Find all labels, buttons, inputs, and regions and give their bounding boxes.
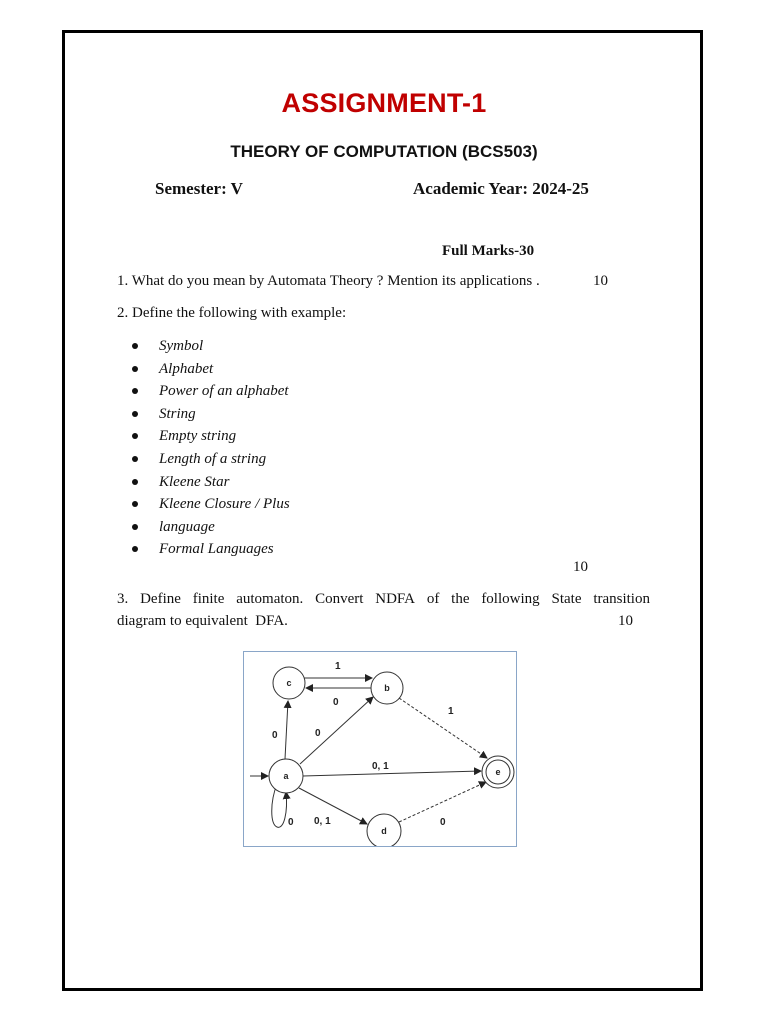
semester-label: Semester: V — [155, 179, 243, 198]
question-2-marks: 10 — [573, 559, 588, 575]
edge-a-to-c — [285, 701, 288, 759]
q3-word: transition — [593, 591, 650, 607]
state-d-label: d — [381, 826, 387, 836]
q3-word: of — [426, 591, 440, 607]
bullet-icon — [132, 411, 138, 417]
list-item — [130, 449, 290, 472]
edge-b-to-e — [399, 698, 487, 758]
list-item — [130, 336, 290, 359]
question-2-text: 2. Define the following with example: — [117, 305, 347, 321]
edge-c-to-b-label: 1 — [335, 661, 341, 672]
bullet-icon — [132, 388, 138, 394]
bullet-icon — [132, 546, 138, 552]
list-item-label: Symbol — [159, 338, 204, 354]
question-3-marks: 10 — [618, 613, 633, 629]
bullet-icon — [132, 366, 138, 372]
question-1-text: 1. What do you mean by Automata Theory ? Mention its applications . — [117, 273, 540, 289]
q3-line-2-text: diagram to equivalent DFA. — [117, 613, 288, 629]
q3-word: Convert — [315, 591, 364, 607]
q3-word: the — [451, 591, 470, 607]
list-item — [130, 494, 290, 517]
state-transition-diagram — [243, 651, 517, 847]
state-c-label: c — [286, 678, 292, 688]
edge-a-to-d — [299, 788, 367, 824]
q3-word: finite — [192, 591, 225, 607]
list-item-label: Kleene Star — [159, 473, 230, 490]
state-a-label: a — [283, 771, 289, 781]
list-item — [130, 404, 290, 427]
full-marks-label: Full Marks-30 — [442, 243, 535, 259]
question-3 — [117, 588, 650, 632]
edge-d-to-e — [399, 782, 486, 822]
edge-a-to-b-label: 0 — [315, 728, 321, 739]
list-item — [130, 381, 290, 404]
q3-word: NDFA — [375, 591, 415, 607]
q3-word: following — [481, 591, 540, 607]
list-item-label: String — [159, 405, 196, 422]
list-item-label: language — [159, 518, 215, 535]
q3-word: 3. — [117, 591, 129, 607]
list-item — [130, 517, 290, 540]
state-e-label: e — [495, 767, 501, 777]
q3-word: automaton. — [236, 591, 304, 607]
edge-a-to-c-label: 0 — [272, 730, 278, 741]
bullet-icon — [132, 501, 138, 507]
list-item — [130, 472, 290, 495]
question-3-line-1 — [117, 588, 650, 610]
q3-word: State — [551, 591, 582, 607]
bullet-icon — [132, 433, 138, 439]
list-item — [130, 426, 290, 449]
bullet-icon — [132, 479, 138, 485]
edge-a-to-d-label: 0, 1 — [314, 816, 331, 827]
question-1-marks: 10 — [593, 273, 608, 289]
edge-a-to-e-label: 0, 1 — [372, 761, 389, 772]
list-item-label: Formal Languages — [159, 541, 274, 558]
edge-d-to-e-label: 0 — [440, 817, 446, 828]
question-3-line-2 — [117, 610, 650, 632]
list-item-label: Kleene Closure / Plus — [159, 496, 290, 513]
list-item-label: Empty string — [159, 428, 237, 445]
course-subtitle: THEORY OF COMPUTATION (BCS503) — [230, 142, 538, 161]
list-item — [130, 359, 290, 382]
q3-word: Define — [140, 591, 181, 607]
list-item — [130, 539, 290, 562]
state-b-label: b — [384, 683, 390, 693]
bullet-icon — [132, 343, 138, 349]
nfa-diagram-svg — [244, 652, 516, 846]
bullet-icon — [132, 456, 138, 462]
list-item-label: Alphabet — [159, 360, 214, 377]
edge-b-to-c-label: 0 — [333, 697, 339, 708]
list-item-label: Length of a string — [159, 450, 267, 467]
academic-year-label: Academic Year: 2024-25 — [413, 179, 589, 198]
definition-list — [130, 336, 290, 562]
bullet-icon — [132, 524, 138, 530]
edge-b-to-e-label: 1 — [448, 706, 454, 717]
edge-a-to-e — [303, 771, 481, 776]
edge-a-self-loop-label: 0 — [288, 817, 294, 828]
list-item-label: Power of an alphabet — [159, 383, 289, 400]
assignment-title: ASSIGNMENT-1 — [281, 88, 487, 118]
